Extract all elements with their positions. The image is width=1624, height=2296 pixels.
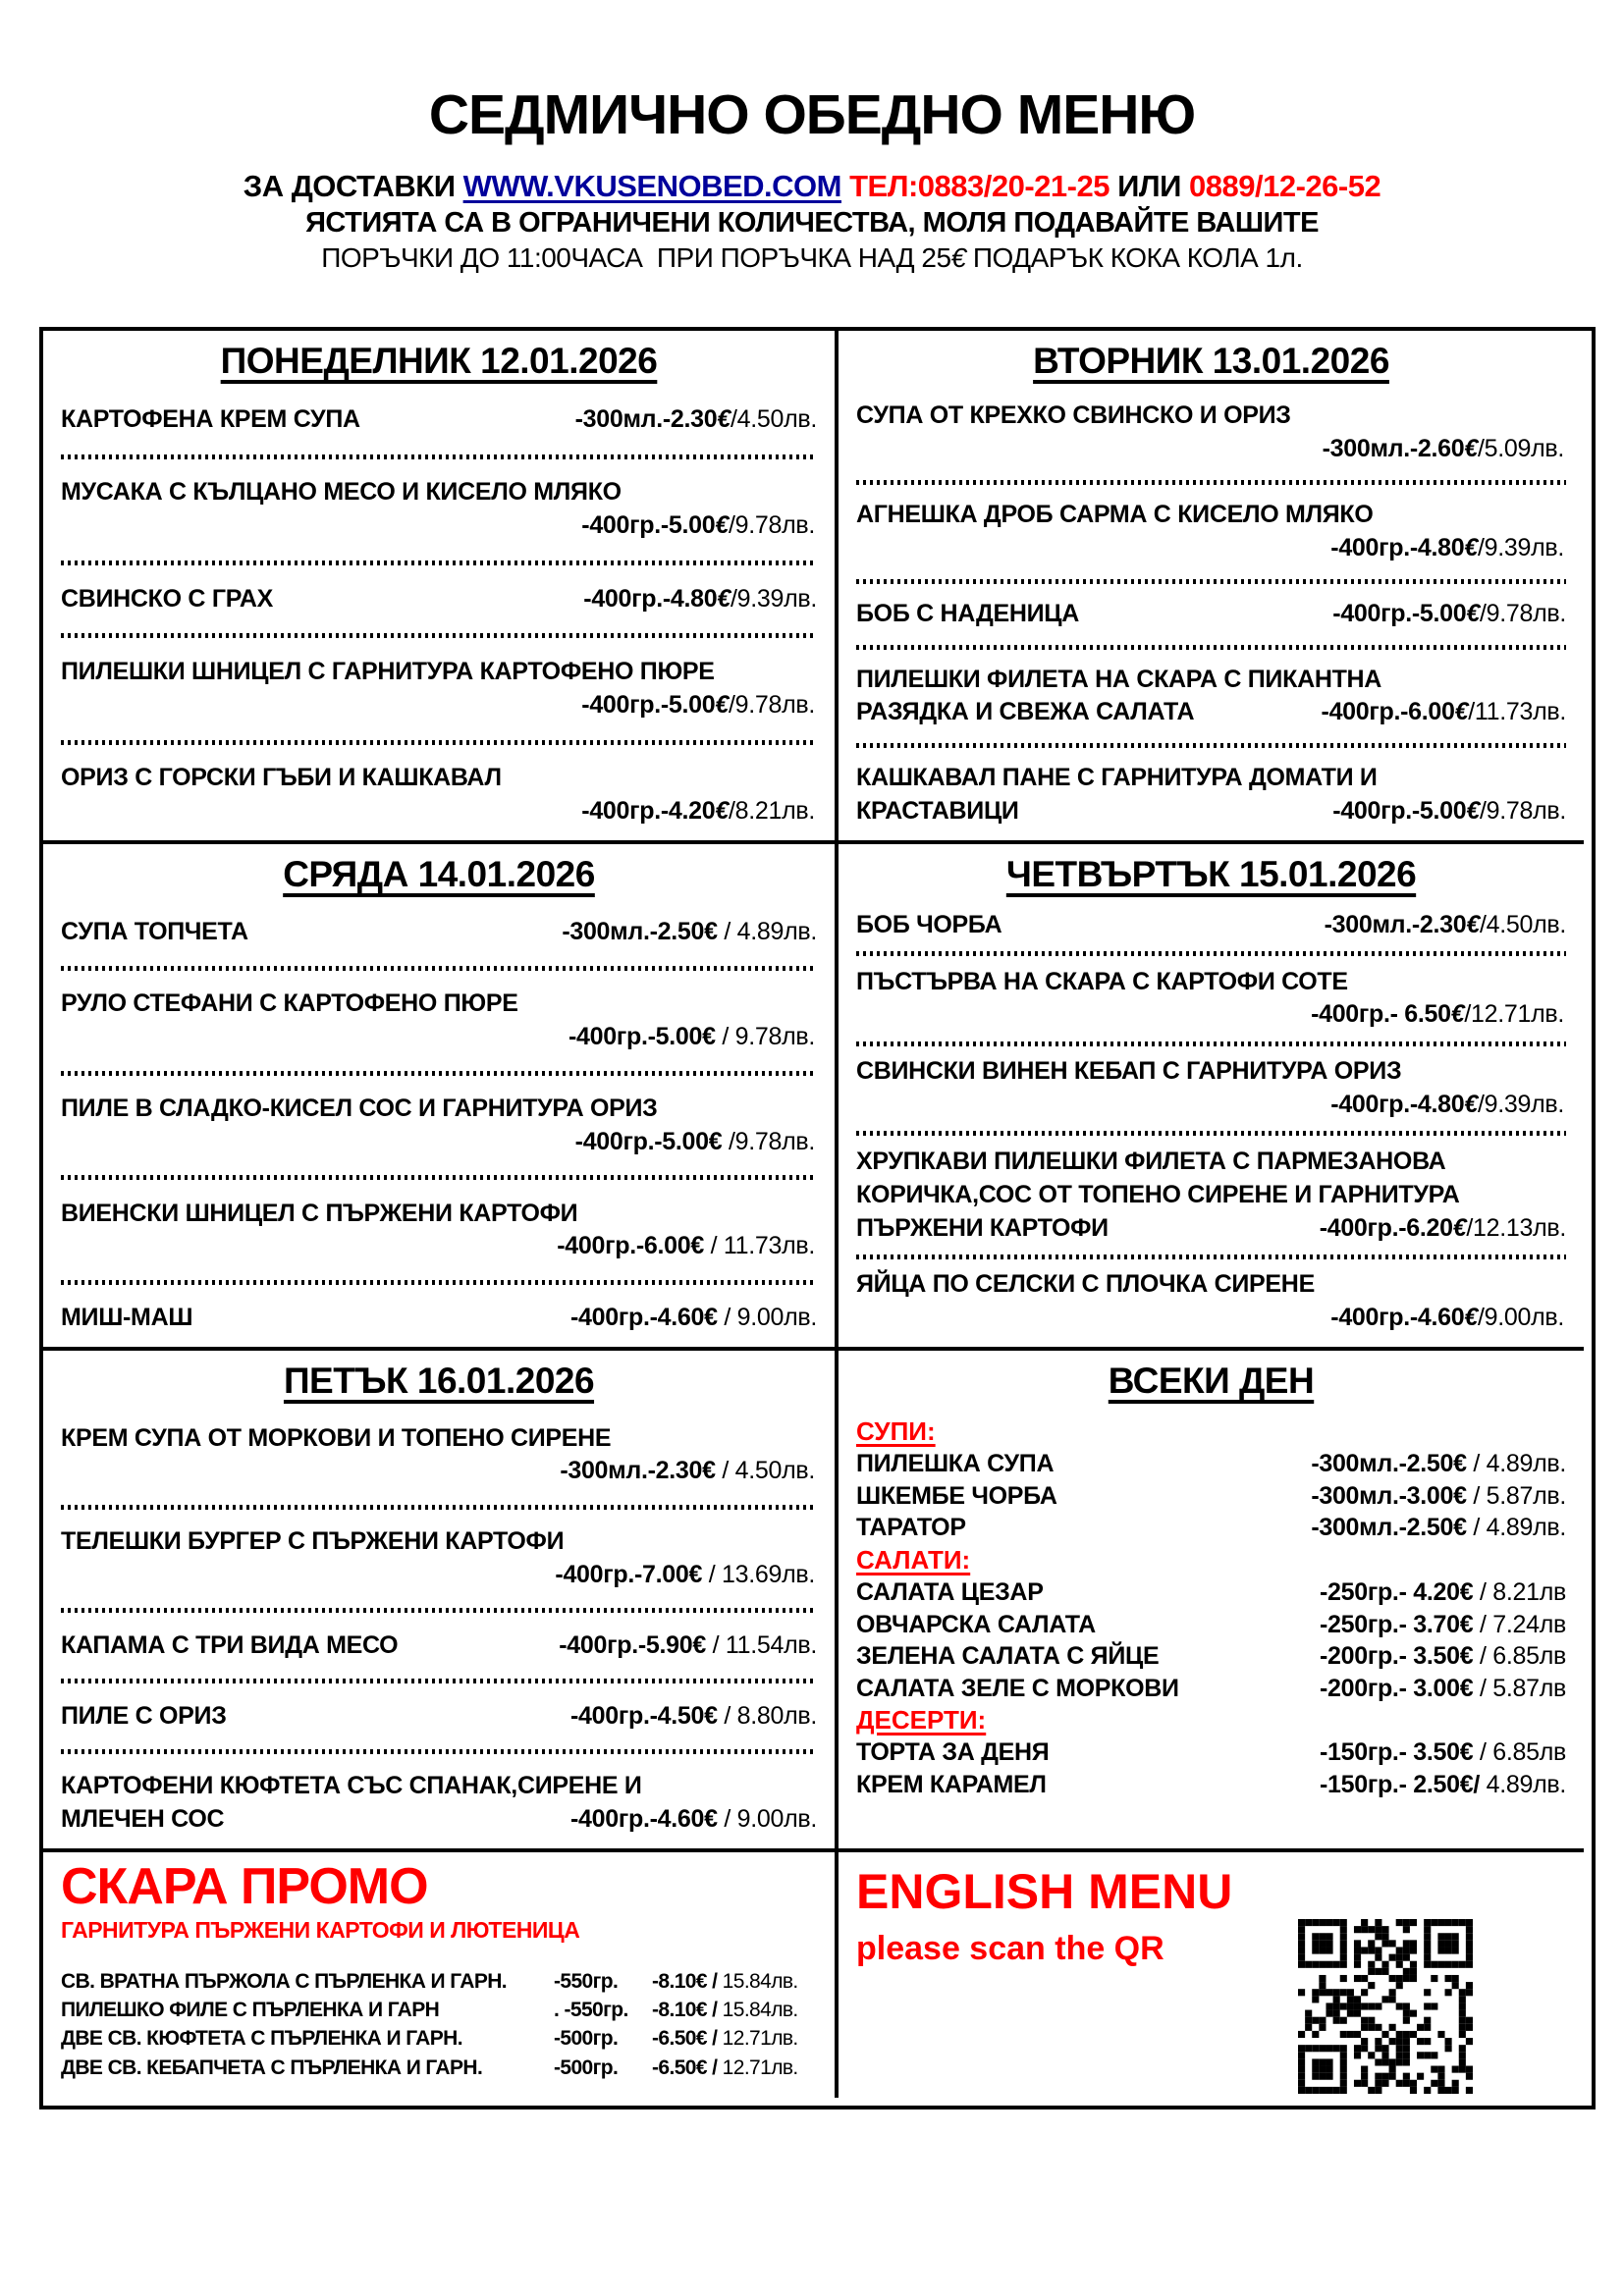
item-name: ТОРТА ЗА ДЕНЯ — [856, 1738, 1050, 1767]
price-lv: /9.78лв. — [722, 1127, 815, 1155]
price-eur: -300мл.-2.30 — [574, 404, 718, 433]
item-name: СУПА ОТ КРЕХКО СВИНСКО И ОРИЗ — [856, 401, 1291, 430]
menu-item — [856, 1576, 1566, 1609]
delivery-line — [0, 169, 1624, 204]
item-price — [1323, 435, 1564, 462]
euro-sign: € — [1466, 910, 1480, 938]
grill-item — [61, 1967, 817, 1996]
item-price-line — [61, 1230, 817, 1263]
item-row — [856, 1212, 1566, 1246]
euro-sign: € — [950, 242, 966, 273]
menu-item — [856, 966, 1566, 1033]
item-price — [1311, 1480, 1566, 1513]
item-name: САЛАТА ЦЕЗАР — [856, 1578, 1044, 1607]
menu-item — [856, 1055, 1566, 1122]
limited-quantities-notice: ЯСТИЯТА СА В ОГРАНИЧЕНИ КОЛИЧЕСТВА, МОЛЯ ПОДАВАЙТЕ ВАШИТЕ — [305, 207, 1319, 239]
menu-item — [856, 1512, 1566, 1544]
item-price — [562, 916, 817, 949]
menu-item — [61, 1525, 817, 1592]
day-header: ВСЕКИ ДЕН — [1108, 1361, 1315, 1401]
item-price-line — [61, 1455, 817, 1488]
price-lv: 4.89лв. — [1479, 1770, 1566, 1798]
item-price — [1311, 1000, 1564, 1028]
price-lv: / 11.54лв. — [705, 1630, 817, 1659]
dotted-separator — [856, 579, 1566, 584]
dotted-separator — [61, 1749, 817, 1754]
price-lv: / 9.78лв. — [715, 1022, 815, 1050]
price-lv: 12.71лв. — [717, 2027, 798, 2051]
qr-code-icon — [1298, 1919, 1473, 2094]
dotted-separator — [61, 1608, 817, 1613]
grill-promo-subtitle: ГАРНИТУРА ПЪРЖЕНИ КАРТОФИ И ЛЮТЕНИЦА — [61, 1916, 580, 1943]
price-eur: -150гр.- 3.50€ — [1320, 1738, 1474, 1767]
price-lv: / 9.00лв. — [717, 1304, 817, 1332]
menu-item — [856, 1640, 1566, 1673]
price-lv: /5.09лв. — [1477, 434, 1564, 462]
menu-item — [856, 1736, 1566, 1769]
euro-sign: € — [1464, 533, 1478, 561]
euro-sign: € — [1464, 434, 1478, 462]
menu-item — [61, 403, 817, 437]
dotted-separator — [856, 1041, 1566, 1046]
item-name: КРЕМ СУПА ОТ МОРКОВИ И ТОПЕНО СИРЕНЕ — [61, 1423, 612, 1452]
item-price — [1320, 1576, 1566, 1609]
price-eur: -400гр.-6.00€ — [557, 1232, 704, 1260]
menu-item — [61, 476, 817, 543]
item-price-line — [856, 433, 1566, 466]
item-price — [581, 691, 815, 719]
item-price — [1320, 1673, 1566, 1705]
menu-item — [856, 1673, 1566, 1705]
grill-promo-cell — [43, 1848, 835, 2098]
gift-text: ПОДАРЪК КОКА КОЛА 1л. — [965, 242, 1303, 273]
item-row — [61, 1700, 817, 1734]
menu-item — [61, 583, 817, 616]
grill-promo-title: СКАРА ПРОМО — [61, 1858, 428, 1915]
price-lv: / 8.80лв. — [717, 1701, 817, 1730]
item-price — [570, 1700, 817, 1734]
item-name: ОРИЗ С ГОРСКИ ГЪБИ И КАШКАВАЛ — [61, 764, 502, 792]
item-row — [61, 1302, 817, 1335]
item-price-line — [61, 509, 817, 543]
item-name: ДВЕ СВ. КЕБАПЧЕТА С ПЪРЛЕНКА И ГАРН. — [61, 2056, 483, 2079]
grill-items — [61, 1967, 817, 2083]
item-price-line — [856, 998, 1566, 1032]
item-name: КАРТОФЕНИ КЮФТЕТА СЪС СПАНАК,СИРЕНЕ И — [61, 1772, 642, 1800]
item-weight: -500гр. — [554, 2027, 619, 2051]
euro-sign: € — [1466, 797, 1480, 826]
dotted-separator — [61, 1071, 817, 1076]
price-eur: -8.10€ / — [652, 1969, 718, 1993]
price-lv: / 4.50лв. — [715, 1457, 815, 1485]
item-name: МУСАКА С КЪЛЦАНО МЕСО И КИСЕЛО МЛЯКО — [61, 478, 622, 507]
item-name: ЯЙЦА ПО СЕЛСКИ С ПЛОЧКА СИРЕНЕ — [856, 1270, 1315, 1299]
item-price — [1332, 795, 1566, 828]
price-lv: / 5.87лв. — [1466, 1481, 1566, 1510]
item-name: ХРУПКАВИ ПИЛЕШКИ ФИЛЕТА С ПАРМЕЗАНОВА — [856, 1148, 1446, 1176]
item-row — [61, 1803, 817, 1837]
item-price — [1330, 1304, 1564, 1331]
item-price — [568, 1023, 815, 1050]
price-lv: /9.78лв. — [728, 511, 815, 540]
day-cell-wednesday — [43, 840, 835, 1347]
price-lv: /12.71лв. — [1464, 1000, 1564, 1029]
item-price — [652, 2024, 817, 2053]
item-name: ШКЕМБЕ ЧОРБА — [856, 1481, 1057, 1510]
day-header: ЧЕТВЪРТЪК 15.01.2026 — [1005, 854, 1417, 894]
grill-item — [61, 1996, 817, 2024]
price-eur: -400гр.-4.80 — [1330, 1091, 1465, 1119]
menu-item — [61, 1629, 817, 1663]
price-lv: 15.84лв. — [717, 1969, 798, 1993]
item-price — [570, 1302, 817, 1335]
price-lv: /4.50лв. — [1479, 910, 1566, 938]
price-lv: / 9.00лв. — [717, 1805, 817, 1834]
grill-item — [61, 2024, 817, 2053]
item-name: МЛЕЧЕН СОС — [61, 1805, 225, 1834]
price-lv: /11.73лв. — [1468, 698, 1566, 726]
price-eur: -6.50€ / — [652, 2056, 718, 2079]
price-lv: /12.13лв. — [1466, 1213, 1566, 1242]
item-price — [1330, 534, 1564, 561]
price-lv: /9.39лв. — [1477, 533, 1564, 561]
dotted-separator — [61, 1679, 817, 1683]
item-row — [61, 1629, 817, 1663]
menu-item — [856, 1769, 1566, 1801]
menu-item — [856, 909, 1566, 942]
euro-sign: € — [1464, 1304, 1478, 1332]
dotted-separator — [61, 1175, 817, 1180]
item-name: КАШКАВАЛ ПАНЕ С ГАРНИТУРА ДОМАТИ И — [856, 764, 1378, 792]
price-eur: -400гр.-5.90€ — [559, 1630, 706, 1659]
price-lv: 15.84лв. — [717, 1998, 798, 2021]
item-name: СВ. ВРАТНА ПЪРЖОЛА С ПЪРЛЕНКА И ГАРН. — [61, 1969, 508, 1993]
price-eur: -400гр.-5.00 — [581, 690, 716, 719]
menu-header — [0, 82, 1624, 274]
item-name: БОБ С НАДЕНИЦА — [856, 599, 1079, 627]
item-name: МИШ-МАШ — [61, 1304, 193, 1332]
day-cell-thursday — [835, 840, 1584, 1347]
price-lv: / 4.89лв. — [1466, 1514, 1566, 1542]
category-label: САЛАТИ: — [856, 1544, 971, 1575]
price-eur: -400гр.-5.00€ — [568, 1022, 716, 1050]
item-price-line — [61, 1559, 817, 1592]
item-weight: -500гр. — [554, 2056, 619, 2079]
item-name: ТЕЛЕШКИ БУРГЕР С ПЪРЖЕНИ КАРТОФИ — [61, 1527, 565, 1556]
menu-item — [61, 1770, 817, 1837]
item-row — [856, 795, 1566, 828]
item-name: ПЪСТЪРВА НА СКАРА С КАРТОФИ СОТЕ — [856, 967, 1348, 995]
price-lv: / 6.85лв — [1473, 1738, 1566, 1767]
euro-sign: € — [1466, 599, 1480, 627]
item-name: БОБ ЧОРБА — [856, 910, 1002, 938]
euro-sign: € — [1464, 1091, 1478, 1119]
item-price-line — [856, 532, 1566, 565]
phone-number-1: ТЕЛ:0883/20-21-25 — [849, 169, 1110, 203]
day-header: ВТОРНИК 13.01.2026 — [1033, 341, 1389, 381]
price-eur: -400гр.-7.00€ — [555, 1560, 703, 1588]
price-eur: -400гр.-4.20 — [581, 797, 716, 826]
price-eur: -400гр.-6.00 — [1321, 698, 1455, 726]
menu-item — [856, 1448, 1566, 1480]
menu-item — [856, 1268, 1566, 1335]
item-name: РАЗЯДКА И СВЕЖА САЛАТА — [856, 698, 1195, 726]
price-eur: -400гр.-4.60 — [1330, 1304, 1465, 1332]
item-row — [856, 598, 1566, 631]
item-name: КАРТОФЕНА КРЕМ СУПА — [61, 404, 360, 433]
price-eur: -150гр.- 2.50€/ — [1320, 1770, 1480, 1798]
price-lv: /8.21лв. — [728, 797, 815, 826]
item-price — [1325, 909, 1566, 942]
dotted-separator — [856, 951, 1566, 956]
price-eur: -300мл.-2.60 — [1322, 434, 1465, 462]
or-word: ИЛИ — [1117, 169, 1181, 203]
item-price — [1311, 1512, 1566, 1544]
dotted-separator — [61, 1505, 817, 1510]
menu-item — [856, 1609, 1566, 1641]
menu-item — [61, 656, 817, 722]
item-price — [560, 1457, 815, 1484]
item-name: КРАСТАВИЦИ — [856, 797, 1019, 826]
english-menu-title: ENGLISH MENU — [856, 1864, 1233, 1919]
dotted-separator — [856, 645, 1566, 650]
euro-sign: € — [717, 584, 731, 613]
day-cell-tuesday — [835, 331, 1584, 840]
price-eur: -400гр.- 6.50 — [1311, 1000, 1451, 1029]
price-eur: -300мл.-2.30 — [1324, 910, 1467, 938]
dotted-separator — [61, 454, 817, 459]
category-label: ДЕСЕРТИ: — [856, 1705, 987, 1735]
menu-item — [856, 1480, 1566, 1513]
day-cell-monday — [43, 331, 835, 840]
price-lv: / 11.73лв. — [703, 1232, 815, 1260]
item-price — [575, 403, 817, 437]
item-price — [1320, 1609, 1566, 1641]
item-name: ПИЛЕШКИ ФИЛЕТА НА СКАРА С ПИКАНТНА — [856, 665, 1382, 693]
item-price-line — [856, 1302, 1566, 1335]
price-eur: -250гр.- 4.20€ — [1320, 1578, 1474, 1607]
menu-item — [61, 988, 817, 1054]
menu-item — [856, 499, 1566, 565]
item-price — [1330, 1091, 1564, 1118]
item-price-line — [856, 1089, 1566, 1122]
price-eur: -200гр.- 3.00€ — [1320, 1674, 1474, 1702]
item-price-line — [61, 795, 817, 828]
price-lv: /4.50лв. — [730, 404, 817, 433]
item-name: ВИЕНСКИ ШНИЦЕЛ С ПЪРЖЕНИ КАРТОФИ — [61, 1199, 578, 1227]
price-lv: 12.71лв. — [717, 2056, 798, 2079]
menu-item — [856, 664, 1566, 730]
euro-sign: € — [715, 690, 729, 719]
price-eur: -400гр.-4.60€ — [570, 1805, 718, 1834]
item-name: ОВЧАРСКА САЛАТА — [856, 1610, 1096, 1638]
everyday-cell — [835, 1347, 1584, 1848]
day-cell-friday — [43, 1347, 835, 1848]
item-name: ПИЛЕШКО ФИЛЕ С ПЪРЛЕНКА И ГАРН — [61, 1998, 440, 2021]
price-lv: /9.78лв. — [1479, 599, 1566, 627]
item-weight: . -550гр. — [554, 1998, 628, 2021]
menu-table — [39, 327, 1596, 2109]
menu-item — [61, 762, 817, 828]
menu-item — [856, 598, 1566, 631]
delivery-label: ЗА ДОСТАВКИ — [243, 169, 456, 203]
price-eur: -300мл.-3.00€ — [1311, 1481, 1467, 1510]
item-name: КОРИЧКА,СОС ОТ ТОПЕНО СИРЕНЕ И ГАРНИТУРА — [856, 1180, 1460, 1208]
item-name: КРЕМ КАРАМЕЛ — [856, 1770, 1047, 1798]
price-lv: / 4.89лв. — [1466, 1450, 1566, 1478]
item-name: ЗЕЛЕНА САЛАТА С ЯЙЦЕ — [856, 1642, 1160, 1671]
price-eur: -300мл.-2.50€ — [562, 918, 718, 946]
menu-item — [61, 1700, 817, 1734]
price-lv: /9.39лв. — [1477, 1091, 1564, 1119]
dotted-separator — [856, 1255, 1566, 1259]
day-header: ПЕТЪК 16.01.2026 — [283, 1361, 595, 1401]
price-lv: / 5.87лв — [1473, 1674, 1566, 1702]
item-price-line — [61, 1126, 817, 1159]
item-price — [581, 511, 815, 539]
price-lv: / 4.89лв. — [717, 918, 817, 946]
item-weight: -550гр. — [554, 1969, 619, 1993]
english-menu-subtitle: please scan the QR — [856, 1929, 1164, 1967]
menu-item — [61, 916, 817, 949]
price-eur: -400гр.-6.20 — [1319, 1213, 1453, 1242]
item-row — [61, 916, 817, 949]
page-title: СЕДМИЧНО ОБЕДНО МЕНЮ — [428, 83, 1196, 146]
item-price — [581, 797, 815, 825]
price-eur: -400гр.-4.60€ — [570, 1304, 718, 1332]
euro-sign: € — [715, 511, 729, 540]
item-name: КАПАМА С ТРИ ВИДА МЕСО — [61, 1630, 399, 1659]
menu-item — [61, 1198, 817, 1264]
item-name: СВИНСКИ ВИНЕН КЕБАП С ГАРНИТУРА ОРИЗ — [856, 1057, 1402, 1086]
item-price — [559, 1629, 817, 1663]
item-name: РУЛО СТЕФАНИ С КАРТОФЕНО ПЮРЕ — [61, 989, 518, 1018]
item-name: ПИЛЕШКИ ШНИЦЕЛ С ГАРНИТУРА КАРТОФЕНО ПЮРЕ — [61, 658, 715, 686]
item-price — [555, 1561, 815, 1588]
price-eur: -400гр.-4.50€ — [570, 1701, 718, 1730]
dotted-separator — [61, 633, 817, 638]
euro-sign: € — [1452, 1213, 1467, 1242]
day-header: СРЯДА 14.01.2026 — [283, 854, 595, 894]
item-name: ПИЛЕ С ОРИЗ — [61, 1701, 227, 1730]
item-row — [61, 583, 817, 616]
dotted-separator — [61, 966, 817, 971]
price-eur: -400гр.-5.00 — [581, 511, 716, 540]
price-eur: -300мл.-2.50€ — [1311, 1450, 1467, 1478]
price-eur: -400гр.-4.80 — [1330, 533, 1465, 561]
item-price — [1320, 1640, 1566, 1673]
item-price — [1311, 1448, 1566, 1480]
price-eur: -400гр.-4.80 — [583, 584, 718, 613]
website-link[interactable]: WWW.VKUSENOBED.COM — [462, 169, 841, 203]
item-name: АГНЕШКА ДРОБ САРМА С КИСЕЛО МЛЯКО — [856, 500, 1374, 528]
item-price-line — [61, 689, 817, 722]
dotted-separator — [856, 743, 1566, 748]
price-eur: -200гр.- 3.50€ — [1320, 1642, 1474, 1671]
order-deadline-text: ПОРЪЧКИ ДО 11:00ЧАСА ПРИ ПОРЪЧКА НАД 25 — [321, 242, 951, 273]
category-label: СУПИ: — [856, 1416, 936, 1446]
price-lv: /9.78лв. — [1479, 797, 1566, 826]
euro-sign: € — [1450, 1000, 1465, 1029]
item-price-line — [61, 1021, 817, 1054]
item-name: ПИЛЕШКА СУПА — [856, 1450, 1055, 1478]
menu-item — [61, 1302, 817, 1335]
item-name: ТАРАТОР — [856, 1514, 966, 1542]
item-price — [570, 1803, 817, 1837]
day-header: ПОНЕДЕЛНИК 12.01.2026 — [220, 341, 658, 381]
item-price — [1320, 1736, 1566, 1769]
dotted-separator — [61, 740, 817, 745]
menu-item — [856, 1146, 1566, 1245]
item-price — [575, 1128, 815, 1155]
item-price — [557, 1232, 815, 1259]
menu-item — [856, 400, 1566, 466]
price-eur: -250гр.- 3.70€ — [1320, 1610, 1474, 1638]
item-name: САЛАТА ЗЕЛЕ С МОРКОВИ — [856, 1674, 1179, 1702]
price-eur: -400гр.-5.00€ — [574, 1127, 723, 1155]
phone-number-2: 0889/12-26-52 — [1189, 169, 1381, 203]
item-name: ПИЛЕ В СЛАДКО-КИСЕЛ СОС И ГАРНИТУРА ОРИЗ — [61, 1094, 658, 1122]
menu-item — [61, 1422, 817, 1489]
item-name: ПЪРЖЕНИ КАРТОФИ — [856, 1213, 1109, 1242]
dotted-separator — [856, 1131, 1566, 1136]
price-lv: /9.00лв. — [1477, 1304, 1564, 1332]
item-price — [1320, 1212, 1566, 1246]
item-name: СУПА ТОПЧЕТА — [61, 918, 248, 946]
price-eur: -300мл.-2.50€ — [1311, 1514, 1467, 1542]
english-menu-cell — [835, 1848, 1584, 2098]
item-row — [856, 696, 1566, 729]
item-price — [1322, 696, 1566, 729]
price-lv: / 8.21лв — [1473, 1578, 1566, 1607]
item-price — [652, 1996, 817, 2024]
euro-sign: € — [1454, 698, 1469, 726]
item-name: СВИНСКО С ГРАХ — [61, 584, 274, 613]
price-lv: / 6.85лв — [1473, 1642, 1566, 1671]
dotted-separator — [61, 1280, 817, 1285]
price-eur: -8.10€ / — [652, 1998, 718, 2021]
grill-item — [61, 2054, 817, 2082]
item-price — [652, 1967, 817, 1996]
order-deadline-notice — [0, 242, 1624, 274]
price-eur: -6.50€ / — [652, 2027, 718, 2051]
item-price — [652, 2054, 817, 2082]
item-price — [583, 583, 817, 616]
euro-sign: € — [715, 797, 729, 826]
price-eur: -300мл.-2.30€ — [560, 1457, 716, 1485]
item-row — [856, 909, 1566, 942]
item-row — [61, 403, 817, 437]
price-lv: /9.78лв. — [728, 690, 815, 719]
price-lv: / 7.24лв — [1473, 1610, 1566, 1638]
dotted-separator — [61, 561, 817, 565]
qr-code-svg — [1298, 1919, 1473, 2094]
item-price — [1332, 598, 1566, 631]
price-eur: -400гр.-5.00 — [1332, 797, 1467, 826]
dotted-separator — [856, 480, 1566, 485]
price-eur: -400гр.-5.00 — [1332, 599, 1467, 627]
euro-sign: € — [717, 404, 731, 433]
menu-item — [856, 762, 1566, 828]
item-price — [1320, 1769, 1566, 1801]
menu-item — [61, 1093, 817, 1159]
price-lv: /9.39лв. — [730, 584, 817, 613]
item-name: ДВЕ СВ. КЮФТЕТА С ПЪРЛЕНКА И ГАРН. — [61, 2027, 462, 2051]
price-lv: / 13.69лв. — [702, 1560, 815, 1588]
